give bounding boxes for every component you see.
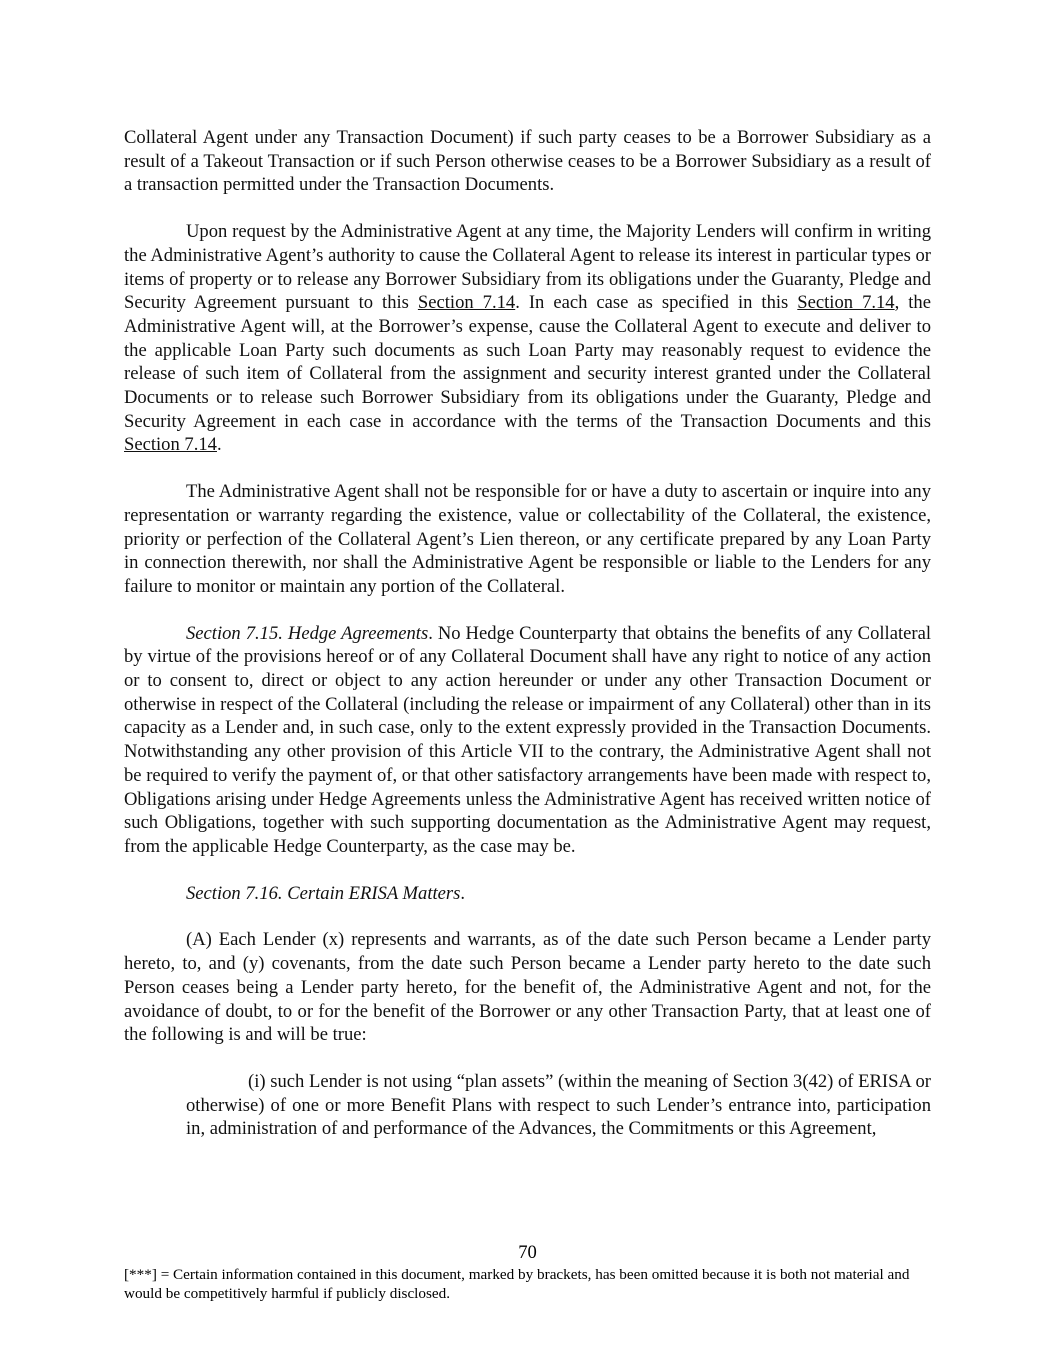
- paragraph-section-7-16: [124, 882, 931, 906]
- section-body: .: [460, 882, 466, 904]
- page-footer: [124, 1242, 931, 1303]
- section-reference-link: Section 7.14: [797, 292, 895, 314]
- paragraph-collateral-release-cont: Collateral Agent under any Transaction Document) if such party ceases to be a Borrower Subsidiary as a result of a Takeout Transaction or if such Person otherwise ceases to be a Borrower Subsidiary as a result of a transaction permitted under the Transaction Documents.: [124, 127, 931, 196]
- page-number: 70: [518, 1242, 537, 1263]
- paragraph-section-7-15: [124, 622, 931, 859]
- paragraph-clause-a: (A) Each Lender (x) represents and warrants, as of the date such Person became a Lender party hereto, to, and (y) covenants, from the date such Person became a Lender party hereto to the date such Person ceases being a Lender party hereto, for the benefit of, the Administrative Agent and not, for the avoidance of doubt, to or for the benefit of the Borrower or any other Transaction Party, that at least one of the following is and will be true:: [124, 929, 931, 1046]
- text-segment: , the Administrative Agent will, at the Borrower’s expense, cause the Collateral Agent to execute and deliver to the applicable Loan Party such documents as such Loan Party may reasonably request to evidence the release of such item of Collateral from the assignment and security interest granted under the Collateral Documents or to release such Borrower Subsidiary from its obligations under the Guaranty, Pledge and Security Agreement in each case in accordance with the terms of the Transaction Documents and this: [124, 292, 931, 432]
- paragraph-release-confirmation: [124, 220, 931, 457]
- paragraph-agent-not-responsible: The Administrative Agent shall not be responsible for or have a duty to ascertain or inquire into any representation or warranty regarding the existence, value or collectability of the Collateral, the existence, priority or perfection of the Collateral Agent’s Lien thereon, or any certificate prepared by any Loan Party in connection therewith, nor shall the Administrative Agent be responsible or liable to the Lenders for any failure to monitor or maintain any portion of the Collateral.: [124, 481, 931, 597]
- section-heading: Section 7.16. Certain ERISA Matters: [186, 882, 461, 904]
- paragraph-clause-i: (i) such Lender is not using “plan assets” (within the meaning of Section 3(42) of ERISA or otherwise) of one or more Benefit Plans with respect to such Lender’s entrance into, participation in, administration of and performance of the Advances, the Commitments or this Agreement,: [186, 1070, 931, 1140]
- text-segment: Upon request by the Administrative Agent at any time, the Majority Lenders will confirm in writing the Administrative Agent’s authority to cause the Collateral Agent to release its interest in particular types or items of property or to release any Borrower Subsidiary from its obligations under the Guaranty, Pledge and Security Agreement pursuant to this: [124, 221, 931, 314]
- section-body: . No Hedge Counterparty that obtains the benefits of any Collateral by virtue of the provisions hereof or of any Collateral Document shall have any right to notice of any action or to consent to, direct or object to any action hereunder or under any other Transaction Document or otherwise in respect of the Collateral (including the release or impairment of any Collateral) other than in its capacity as a Lender and, in such case, only to the extent expressly provided in the Transaction Documents. Notwithstanding any other provision of this Article VII to the contrary, the Administrative Agent shall not be required to verify the payment of, or that other satisfactory arrangements have been made with respect to, Obligations arising under Hedge Agreements unless the Administrative Agent has received written notice of such Obligations, together with such supporting documentation as the Administrative Agent may request, from the applicable Hedge Counterparty, as the case may be.: [124, 622, 931, 857]
- section-reference-link: Section 7.14: [124, 434, 217, 456]
- text-segment: . In each case as specified in this: [515, 292, 798, 314]
- confidentiality-footnote: [***] = Certain information contained in this document, marked by brackets, has been omitted because it is both not material and would be competitively harmful if publicly disclosed.: [124, 1266, 910, 1302]
- document-page: [124, 126, 931, 1141]
- text-segment: .: [216, 434, 222, 456]
- section-reference-link: Section 7.14: [417, 292, 516, 314]
- section-heading: Section 7.15. Hedge Agreements: [186, 622, 429, 644]
